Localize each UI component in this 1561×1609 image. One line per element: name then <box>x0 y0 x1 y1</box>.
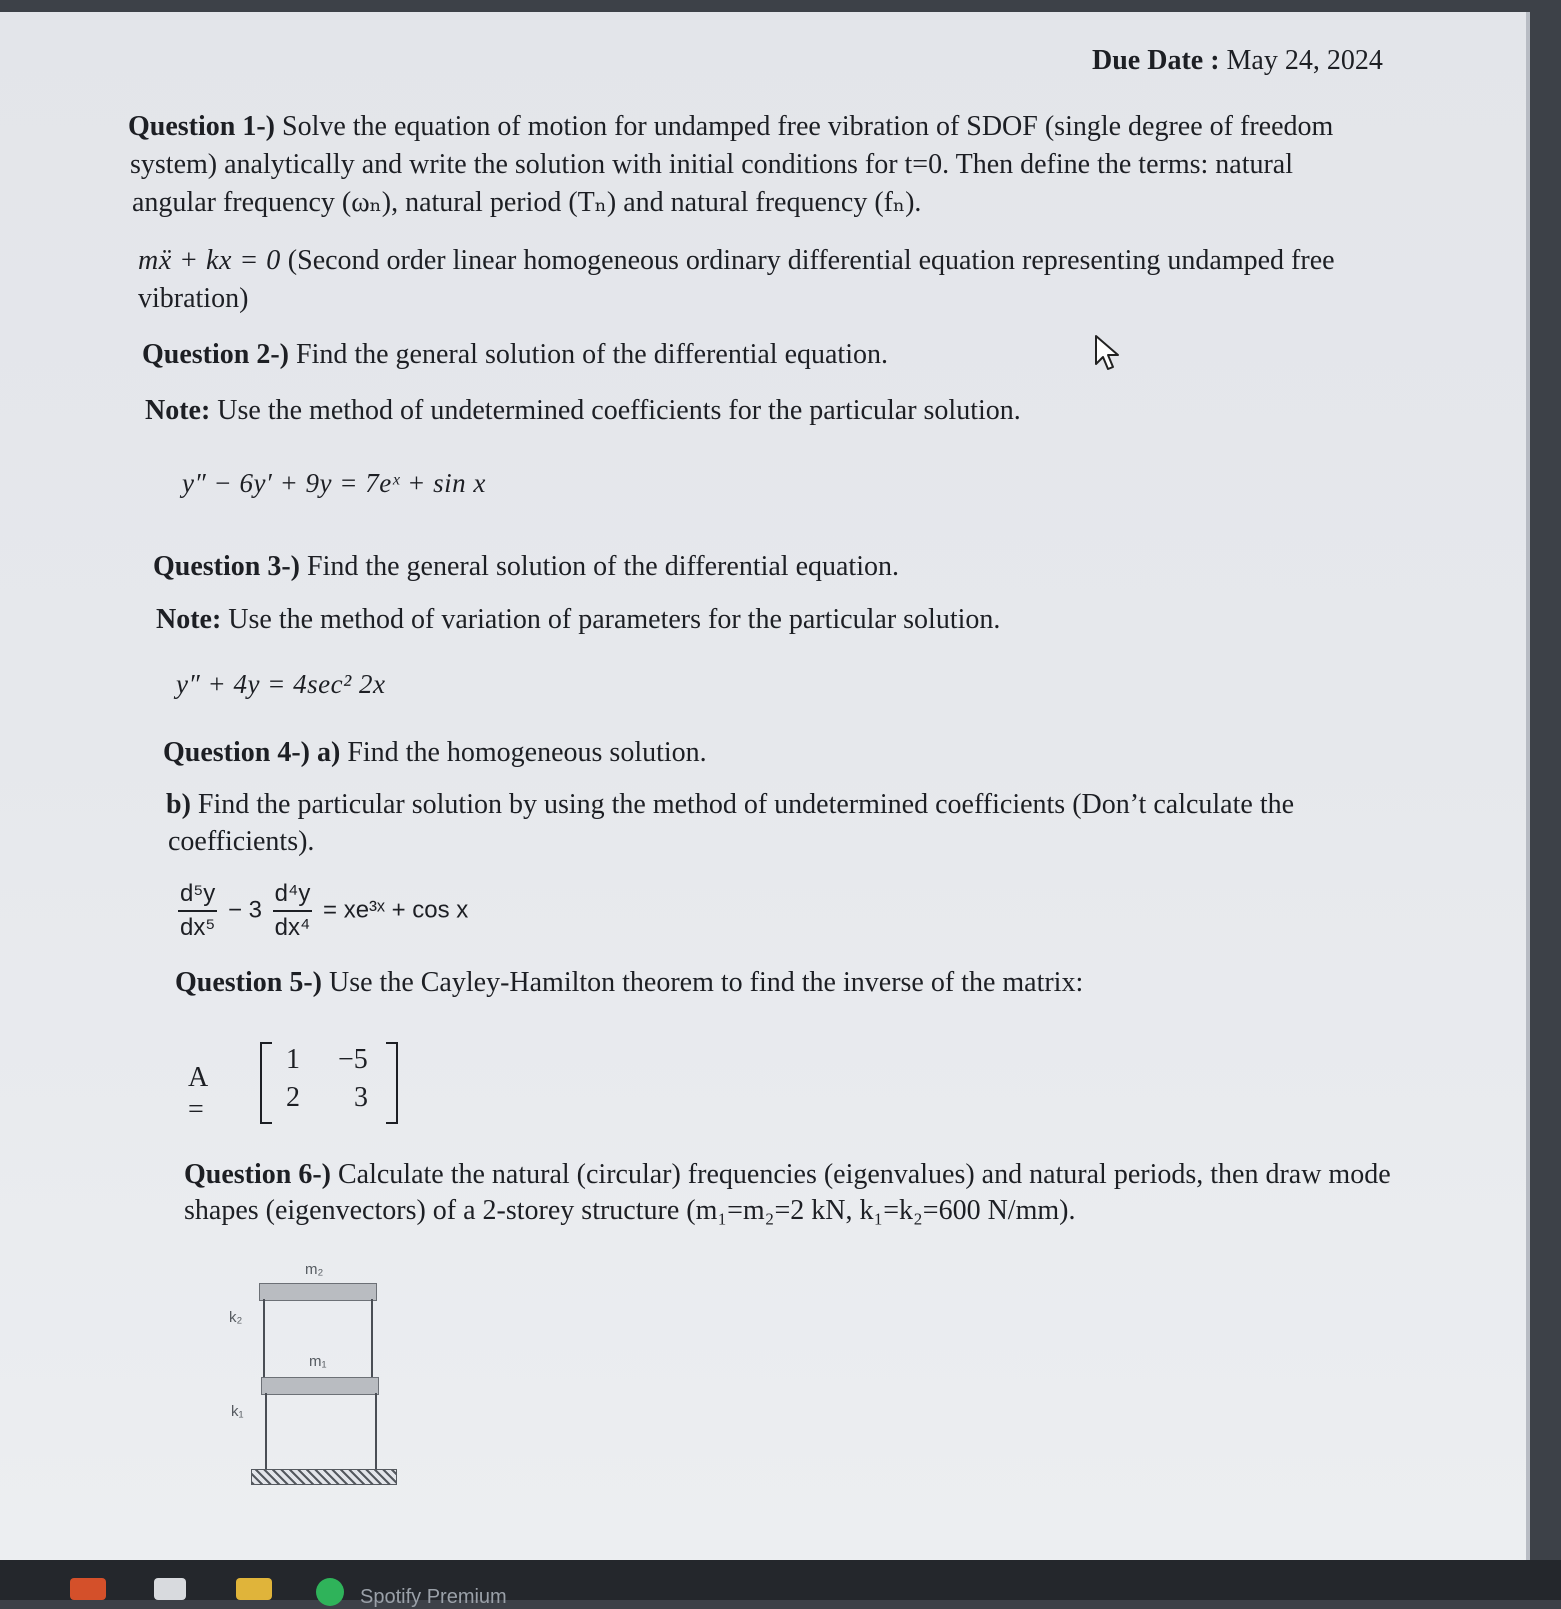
q4-minus-term: − 3 <box>227 896 262 924</box>
q3-note-text: Use the method of variation of parameters for the particular solution. <box>228 604 1001 635</box>
q1-equation-line <box>138 242 1335 280</box>
q3-line <box>153 548 899 586</box>
matrix-cell: 1 <box>286 1044 300 1075</box>
mass-m2-slab <box>259 1283 377 1301</box>
q4-b-line1 <box>166 786 1294 824</box>
q2-equation: y″ − 6y′ + 9y = 7eˣ + sin x <box>182 468 486 498</box>
taskbar <box>0 1560 1561 1608</box>
q1-label: Question 1-) <box>128 111 275 142</box>
q2-note-text: Use the method of undetermined coefficients for the particular solution. <box>217 395 1021 426</box>
matrix-name: A = <box>188 1062 207 1125</box>
fixed-ground-hatch <box>251 1469 397 1485</box>
cursor-arrow-icon <box>1094 334 1120 372</box>
taskbar-app-icon[interactable] <box>154 1578 186 1600</box>
matrix-cell: −5 <box>338 1044 368 1075</box>
q4-frac1-num: d⁵y <box>178 878 217 912</box>
matrix-cell: 3 <box>354 1082 368 1113</box>
q4-rhs: = xe³ˣ + cos x <box>323 896 469 924</box>
matrix-left-bracket <box>260 1042 272 1124</box>
q3-text: Find the general solution of the differential equation. <box>307 551 899 582</box>
q4-b-text-line1: Find the particular solution by using the method of undetermined coefficients (Don’t calculate the <box>197 789 1295 820</box>
mass-m1-slab <box>261 1377 379 1395</box>
q5-label: Question 5-) <box>175 967 322 998</box>
q6-text-line1: Calculate the natural (circular) frequencies (eigenvalues) and natural periods, then draw mode <box>338 1159 1391 1190</box>
q2-note-label: Note: <box>145 395 211 426</box>
q6-text-line2: shapes (eigenvectors) of a 2-storey structure (m₁=m₂=2 kN, k₁=k₂=600 N/mm). <box>184 1195 1076 1226</box>
q4-frac1 <box>178 878 217 944</box>
q2-text: Find the general solution of the differential equation. <box>296 339 888 370</box>
q4-b-text-line2: coefficients). <box>168 826 315 857</box>
q4-line <box>163 734 707 772</box>
due-date-value: May 24, 2024 <box>1226 45 1383 76</box>
q3-note <box>156 601 1000 639</box>
q2-note <box>145 392 1021 430</box>
q4-frac2-den: dx⁴ <box>274 914 311 941</box>
matrix-right-bracket <box>386 1042 398 1124</box>
q2-label: Question 2-) <box>142 339 289 370</box>
q1-text-line1: Solve the equation of motion for undamped free vibration of SDOF (single degree of freedom <box>282 111 1334 142</box>
q4-equation <box>174 878 468 944</box>
q4-b-label: b) <box>166 789 191 820</box>
q6-line1 <box>184 1156 1391 1194</box>
taskbar-app-icon[interactable] <box>70 1578 106 1600</box>
q2-line <box>142 336 888 374</box>
m1-label: m₁ <box>309 1353 327 1370</box>
q3-label: Question 3-) <box>153 551 300 582</box>
document-screen <box>0 12 1530 1560</box>
q1-text-line3: angular frequency (ωₙ), natural period (Tₙ) and natural frequency (fₙ). <box>132 187 922 218</box>
k1-label: k₁ <box>231 1403 244 1420</box>
q1-line1 <box>128 108 1333 146</box>
q1-equation-desc-line2: vibration) <box>138 283 249 314</box>
q6-label: Question 6-) <box>184 1159 331 1190</box>
q3-equation: y″ + 4y = 4sec² 2x <box>176 669 386 699</box>
q4-label: Question 4-) <box>163 737 310 768</box>
q4-a-label: a) <box>317 737 341 768</box>
two-storey-structure-diagram <box>225 1257 425 1497</box>
q5-line <box>175 964 1083 1002</box>
q4-frac2-num: d⁴y <box>273 878 313 912</box>
taskbar-label[interactable]: Spotify Premium <box>360 1586 507 1608</box>
column-lower-left <box>265 1393 267 1469</box>
q1-equation-desc: (Second order linear homogeneous ordinary differential equation representing undamped free <box>287 245 1335 276</box>
column-upper-right <box>371 1299 373 1377</box>
q5-text: Use the Cayley-Hamilton theorem to find the inverse of the matrix: <box>329 967 1084 998</box>
taskbar-app-icon[interactable] <box>316 1578 344 1606</box>
taskbar-app-icon[interactable] <box>236 1578 272 1600</box>
k2-label: k₂ <box>229 1309 243 1326</box>
due-date-label: Due Date : <box>1092 45 1220 76</box>
m2-label: m₂ <box>305 1261 324 1278</box>
q4-frac1-den: dx⁵ <box>180 914 216 941</box>
q1-text-line2: system) analytically and write the solution with initial conditions for t=0. Then define the terms: natural <box>130 149 1294 180</box>
matrix-cell: 2 <box>286 1082 300 1113</box>
column-lower-right <box>375 1393 377 1469</box>
q4-a-text: Find the homogeneous solution. <box>347 737 707 768</box>
q3-note-label: Note: <box>156 604 222 635</box>
q1-equation: mẍ + kx = 0 <box>138 245 281 276</box>
column-upper-left <box>263 1299 265 1377</box>
q4-frac2 <box>273 878 313 944</box>
due-date <box>1092 42 1383 80</box>
